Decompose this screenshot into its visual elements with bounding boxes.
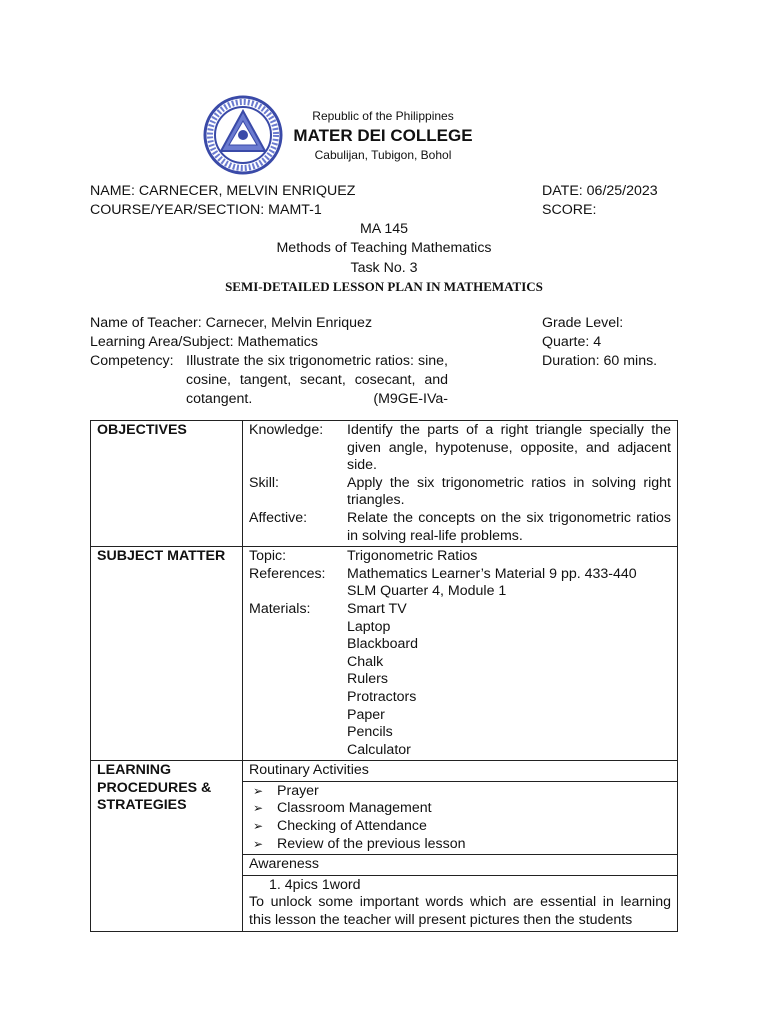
quarter: Quarte: 4 bbox=[542, 334, 602, 350]
material-item: Blackboard bbox=[347, 636, 418, 653]
references-row bbox=[249, 566, 671, 601]
objective-skill bbox=[249, 475, 671, 510]
lesson-plan-title: SEMI-DETAILED LESSON PLAN IN MATHEMATICS bbox=[225, 279, 543, 294]
subject-matter-content bbox=[243, 547, 678, 761]
routine-item: ➢ Classroom Management bbox=[267, 800, 671, 818]
objective-value: Relate the concepts on the six trigonometric ratios in solving real-life problems. bbox=[347, 509, 671, 544]
college-name: MATER DEI COLLEGE bbox=[293, 126, 473, 145]
reference-item: SLM Quarter 4, Module 1 bbox=[347, 583, 507, 600]
material-item: Chalk bbox=[347, 653, 384, 670]
material-item: Laptop bbox=[347, 618, 391, 635]
objective-key: Skill: bbox=[249, 474, 279, 491]
objective-key: Knowledge: bbox=[249, 422, 324, 438]
date-field: DATE: 06/25/2023 bbox=[542, 183, 658, 199]
learning-area: Learning Area/Subject: Mathematics bbox=[90, 334, 318, 350]
references-list bbox=[347, 566, 671, 601]
routine-list-cell bbox=[243, 781, 678, 854]
routine-item: ➢ Prayer bbox=[267, 783, 671, 801]
materials-row bbox=[249, 601, 671, 759]
reference-item: Mathematics Learner’s Material 9 pp. 433-440 bbox=[347, 565, 637, 582]
materials-key: Materials: bbox=[249, 600, 311, 617]
duration: Duration: 60 mins. bbox=[542, 353, 658, 369]
material-item: Pencils bbox=[347, 724, 393, 741]
objectives-row bbox=[91, 421, 678, 547]
objective-value: Apply the six trigonometric ratios in solving right triangles. bbox=[347, 474, 671, 509]
objectives-content bbox=[243, 421, 678, 547]
material-item: Protractors bbox=[347, 688, 417, 705]
objective-value: Identify the parts of a right triangle specially the given angle, hypotenuse, opposite, and adjacent side. bbox=[347, 422, 671, 474]
activity-title: 1. 4pics 1word bbox=[269, 876, 361, 893]
routine-item: ➢ Checking of Attendance bbox=[267, 818, 671, 836]
materials-list bbox=[347, 601, 671, 759]
material-item: Smart TV bbox=[347, 600, 407, 617]
material-item: Rulers bbox=[347, 671, 388, 688]
material-item: Paper bbox=[347, 706, 385, 723]
topic-row bbox=[249, 548, 671, 566]
material-item: Calculator bbox=[347, 741, 411, 758]
college-address: Cabulijan, Tubigon, Bohol bbox=[314, 148, 452, 162]
republic-line: Republic of the Philippines bbox=[312, 109, 454, 123]
competency-text: Illustrate the six trigonometric ratios: sine, cosine, tangent, secant, cosecant, and cotangent. (M9GE-IVa- bbox=[186, 353, 448, 407]
procedures-routinary-row bbox=[91, 761, 678, 782]
course-title: Methods of Teaching Mathematics bbox=[276, 240, 492, 256]
routine-list bbox=[249, 783, 671, 853]
references-key: References: bbox=[249, 565, 326, 582]
routinary-heading: Routinary Activities bbox=[243, 761, 678, 782]
routine-item: ➢ Review of the previous lesson bbox=[267, 836, 671, 854]
topic-value: Trigonometric Ratios bbox=[347, 548, 478, 565]
subject-matter-label: SUBJECT MATTER bbox=[91, 547, 243, 761]
topic-key: Topic: bbox=[249, 548, 287, 565]
course-code: MA 145 bbox=[359, 221, 409, 237]
grade-level: Grade Level: bbox=[542, 315, 624, 331]
activity-description: To unlock some important words which are essential in learning this lesson the teacher will present pictures then the students bbox=[249, 894, 671, 929]
college-seal-icon bbox=[203, 95, 283, 175]
objectives-label: OBJECTIVES bbox=[91, 421, 243, 547]
procedures-label: LEARNING PROCEDURES & STRATEGIES bbox=[91, 761, 243, 931]
subject-matter-row bbox=[91, 547, 678, 761]
lesson-plan-table bbox=[90, 420, 678, 932]
competency-label: Competency: bbox=[90, 353, 174, 369]
objective-knowledge bbox=[249, 422, 671, 475]
task-number: Task No. 3 bbox=[350, 260, 418, 276]
objective-affective bbox=[249, 510, 671, 545]
teacher-name: Name of Teacher: Carnecer, Melvin Enriquez bbox=[90, 315, 373, 331]
awareness-heading: Awareness bbox=[243, 855, 678, 876]
course-section: COURSE/YEAR/SECTION: MAMT-1 bbox=[90, 202, 322, 218]
activity-cell bbox=[243, 875, 678, 931]
score-field: SCORE: bbox=[542, 202, 597, 218]
objective-key: Affective: bbox=[249, 509, 308, 526]
student-name: NAME: CARNECER, MELVIN ENRIQUEZ bbox=[90, 183, 356, 199]
